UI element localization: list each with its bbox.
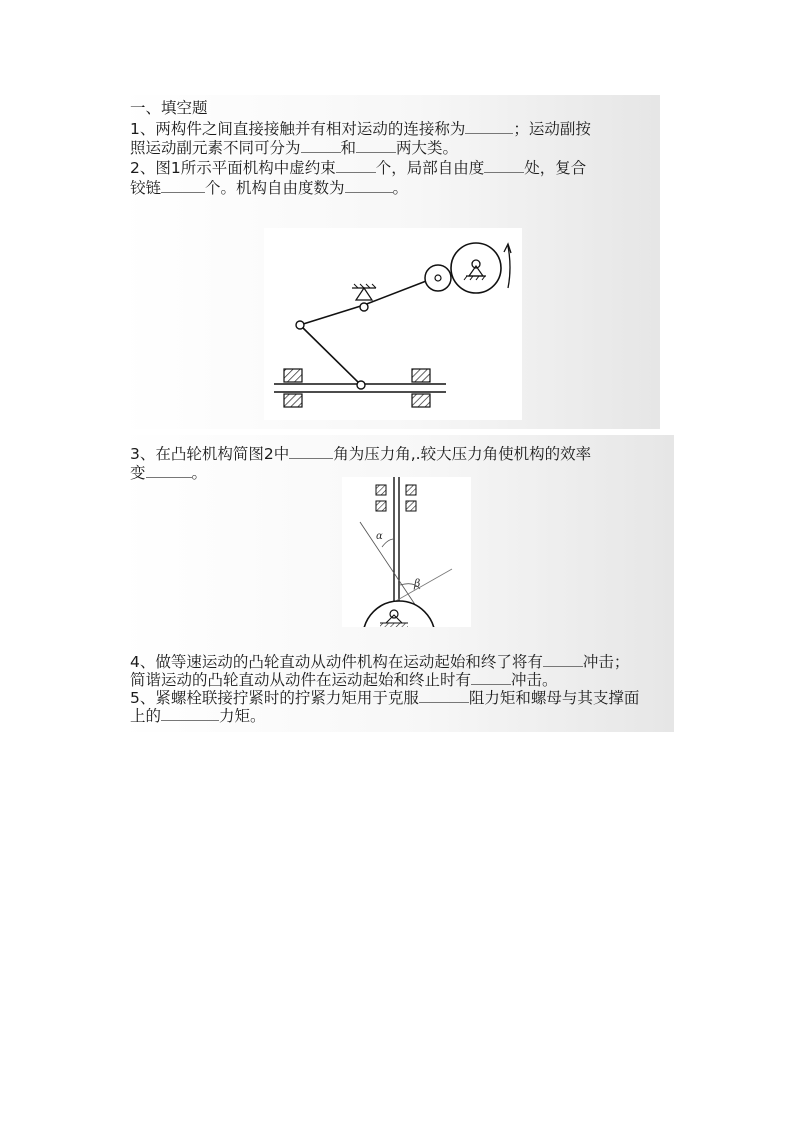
question-5-line-2 — [130, 706, 266, 726]
rotation-arrow — [508, 246, 510, 288]
guide-block-left-top — [376, 485, 386, 495]
question-1-line-2 — [130, 138, 458, 158]
guide-block-left-bottom — [376, 501, 386, 511]
mechanism-diagram — [264, 228, 522, 420]
q4-blank-1[interactable] — [543, 652, 583, 667]
q1-blank-1[interactable] — [465, 119, 513, 134]
link-lever-lower — [300, 305, 364, 325]
q2-text-5: 个。机构自由度数为 — [205, 179, 345, 197]
fixed-pivot-triangle — [356, 288, 372, 300]
q5-blank-1[interactable] — [419, 688, 469, 703]
roller-pin — [435, 275, 441, 281]
question-2-line-1 — [130, 158, 586, 178]
question-3-line-1 — [130, 444, 591, 464]
q2-text-6: 。 — [392, 179, 409, 197]
q4-text-3: 简谐运动的凸轮直动从动件在运动起始和终止时有 — [130, 671, 472, 689]
guide-block-right-top — [406, 485, 416, 495]
question-5-line-1 — [130, 688, 639, 708]
q1-text-5: 两大类。 — [396, 139, 459, 157]
guide-top-right — [412, 369, 430, 382]
guide-block-right-bottom — [406, 501, 416, 511]
beta-label: β — [414, 577, 421, 590]
q5-text-1: 5、紧螺栓联接拧紧时的拧紧力矩用于克服 — [130, 689, 419, 707]
q4-text-4: 冲击。 — [511, 671, 558, 689]
guide-bottom-left — [284, 394, 302, 407]
q5-text-2: 阻力矩和螺母与其支撑面 — [468, 689, 640, 707]
q2-text-3: 处，复合 — [524, 159, 587, 177]
q1-text-4: 和 — [340, 139, 357, 157]
link-connecting-rod — [300, 325, 361, 385]
rotation-arrowhead — [504, 244, 511, 253]
q2-text-4: 铰链 — [130, 179, 162, 197]
question-panel-2 — [120, 435, 674, 732]
q2-text-1: 2、图1所示平面机构中虚约束 — [130, 159, 336, 177]
q5-text-3: 上的 — [130, 707, 162, 725]
q3-text-1: 3、在凸轮机构简图2中 — [130, 445, 290, 463]
figure-2-cam-mechanism — [342, 477, 471, 627]
question-3-line-2 — [130, 463, 207, 483]
question-4-line-2 — [130, 670, 558, 690]
figure-1-planar-mechanism — [264, 228, 522, 420]
q2-blank-3[interactable] — [161, 178, 205, 193]
fixed-pivot-joint — [360, 303, 368, 311]
guide-top-left — [284, 369, 302, 382]
question-2-line-2 — [130, 178, 408, 198]
q2-blank-4[interactable] — [345, 178, 393, 193]
q2-blank-1[interactable] — [336, 158, 376, 173]
q3-text-2: 角为压力角,.较大压力角使机构的效率 — [333, 445, 592, 463]
q1-text-2: ；运动副按 — [513, 120, 591, 138]
cam-pivot — [390, 610, 398, 618]
q4-text-2: 冲击； — [582, 653, 630, 671]
q1-blank-3[interactable] — [356, 138, 396, 153]
section-title — [130, 98, 208, 118]
q5-blank-2[interactable] — [161, 706, 219, 721]
q1-blank-2[interactable] — [301, 138, 341, 153]
alpha-label: α — [376, 531, 383, 542]
q3-blank-2[interactable] — [146, 463, 192, 478]
q2-blank-2[interactable] — [484, 158, 524, 173]
question-4-line-1 — [130, 652, 629, 672]
q5-text-4: 力矩。 — [219, 707, 266, 725]
alpha-arc — [382, 539, 394, 547]
q3-text-4: 。 — [191, 464, 208, 482]
q3-text-3: 变 — [130, 464, 146, 482]
question-1-line-1 — [130, 119, 591, 139]
link-lever-upper — [364, 278, 434, 305]
guide-bottom-right — [412, 394, 430, 407]
joint-slider — [357, 381, 365, 389]
section-title-text: 一、填空题 — [130, 99, 208, 117]
q1-text-1: 1、两构件之间直接接触并有相对运动的连接称为 — [130, 120, 466, 138]
q2-text-2: 个，局部自由度 — [375, 159, 485, 177]
q1-text-3: 照运动副元素不同可分为 — [130, 139, 301, 157]
q4-text-1: 4、做等速运动的凸轮直动从动件机构在运动起始和终了将有 — [130, 653, 543, 671]
q4-blank-2[interactable] — [471, 670, 511, 685]
question-panel-1 — [120, 95, 660, 429]
joint-b — [296, 321, 304, 329]
cam-diagram — [342, 477, 471, 627]
q3-blank-1[interactable] — [289, 444, 333, 459]
